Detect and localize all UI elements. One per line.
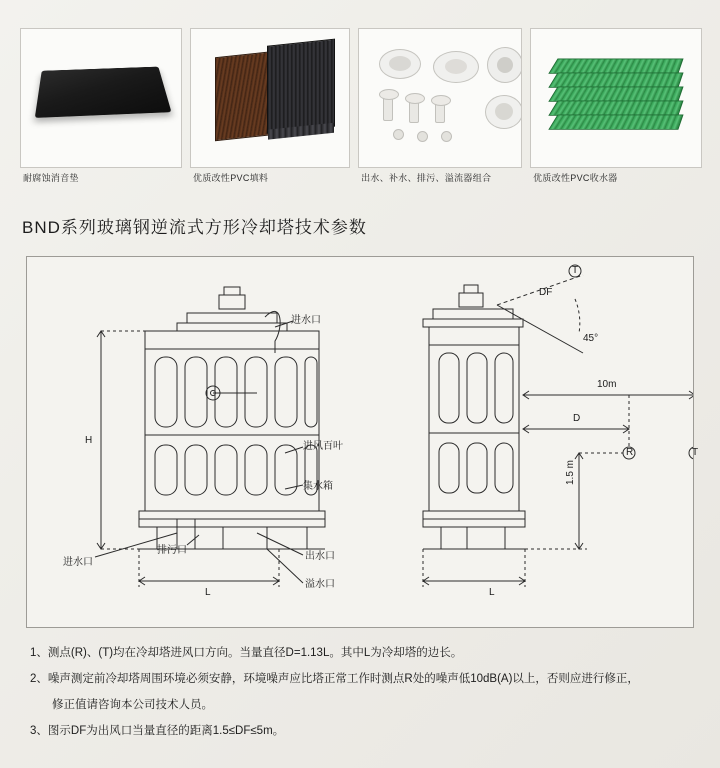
- product-photo-fittings: [358, 28, 522, 183]
- note-item-2-continued: [30, 692, 696, 718]
- label-height-1-5m: 1.5 m: [565, 459, 576, 485]
- label-dimension-d: D: [573, 413, 581, 424]
- label-dimension-l-left: L: [205, 587, 211, 598]
- notes-list: [30, 640, 696, 744]
- photo-caption-1: 耐腐蚀消音垫: [23, 173, 79, 183]
- label-air-inlet-louver: 进风百叶: [303, 441, 343, 452]
- photo-caption-3: 出水、补水、排污、溢流器组合: [361, 173, 492, 183]
- label-dimension-h: H: [85, 435, 93, 446]
- note-number-1: 1、: [30, 647, 48, 659]
- page-title: BND系列玻璃钢逆流式方形冷却塔技术参数: [22, 218, 367, 237]
- label-water-inlet-bottom: 进水口: [63, 557, 93, 568]
- note-text-2: 噪声测定前冷却塔周围环境必须安静，环境噪声应比塔正常工作时测点R处的噪声低10dB(A)以上，否则应进行修正，: [47, 673, 639, 685]
- label-water-outlet: 出水口: [305, 551, 335, 562]
- product-photo-pvc-fill: [190, 28, 350, 183]
- fittings-set-icon: [359, 29, 521, 167]
- note-number-3: 3、: [30, 725, 48, 737]
- label-point-t: T: [692, 447, 699, 458]
- note-text-3: 图示DF为出风口当量直径的距离1.5≤DF≤5m。: [47, 725, 285, 737]
- label-point-t-top: T: [572, 265, 579, 276]
- label-dimension-l-right: L: [489, 587, 495, 598]
- label-overflow-outlet: 溢水口: [305, 579, 335, 590]
- label-point-r: R: [626, 447, 634, 458]
- label-distance-10m: 10m: [597, 379, 617, 390]
- product-photo-rubber-pad: [20, 28, 182, 183]
- note-number-2: 2、: [30, 673, 48, 685]
- label-df: DF: [539, 287, 553, 298]
- note-item-1: [30, 640, 696, 666]
- note-text-2-continued: 修正值请咨询本公司技术人员。: [52, 699, 213, 711]
- rubber-pad-icon: [21, 29, 181, 167]
- cooling-tower-drawing: [27, 257, 693, 627]
- product-photo-drift-eliminator: [530, 28, 702, 183]
- note-text-1: 测点(R)、(T)均在冷却塔进风口方向。当量直径D=1.13L。其中L为冷却塔的边长。: [47, 647, 463, 659]
- technical-drawing-frame: [26, 256, 699, 628]
- photo-caption-4: 优质改性PVC收水器: [533, 173, 618, 183]
- photo-caption-2: 优质改性PVC填料: [193, 173, 269, 183]
- label-angle-45: 45°: [583, 333, 599, 344]
- note-item-2: [30, 666, 696, 692]
- label-water-collection-box: 集水箱: [303, 481, 333, 492]
- label-water-inlet-top: 进水口: [291, 315, 321, 326]
- label-drain-outlet: 排污口: [157, 545, 187, 556]
- product-photo-strip: [20, 28, 702, 183]
- note-item-3: [30, 718, 696, 744]
- pvc-fill-icon: [191, 29, 349, 167]
- pvc-drift-eliminator-icon: [531, 29, 701, 167]
